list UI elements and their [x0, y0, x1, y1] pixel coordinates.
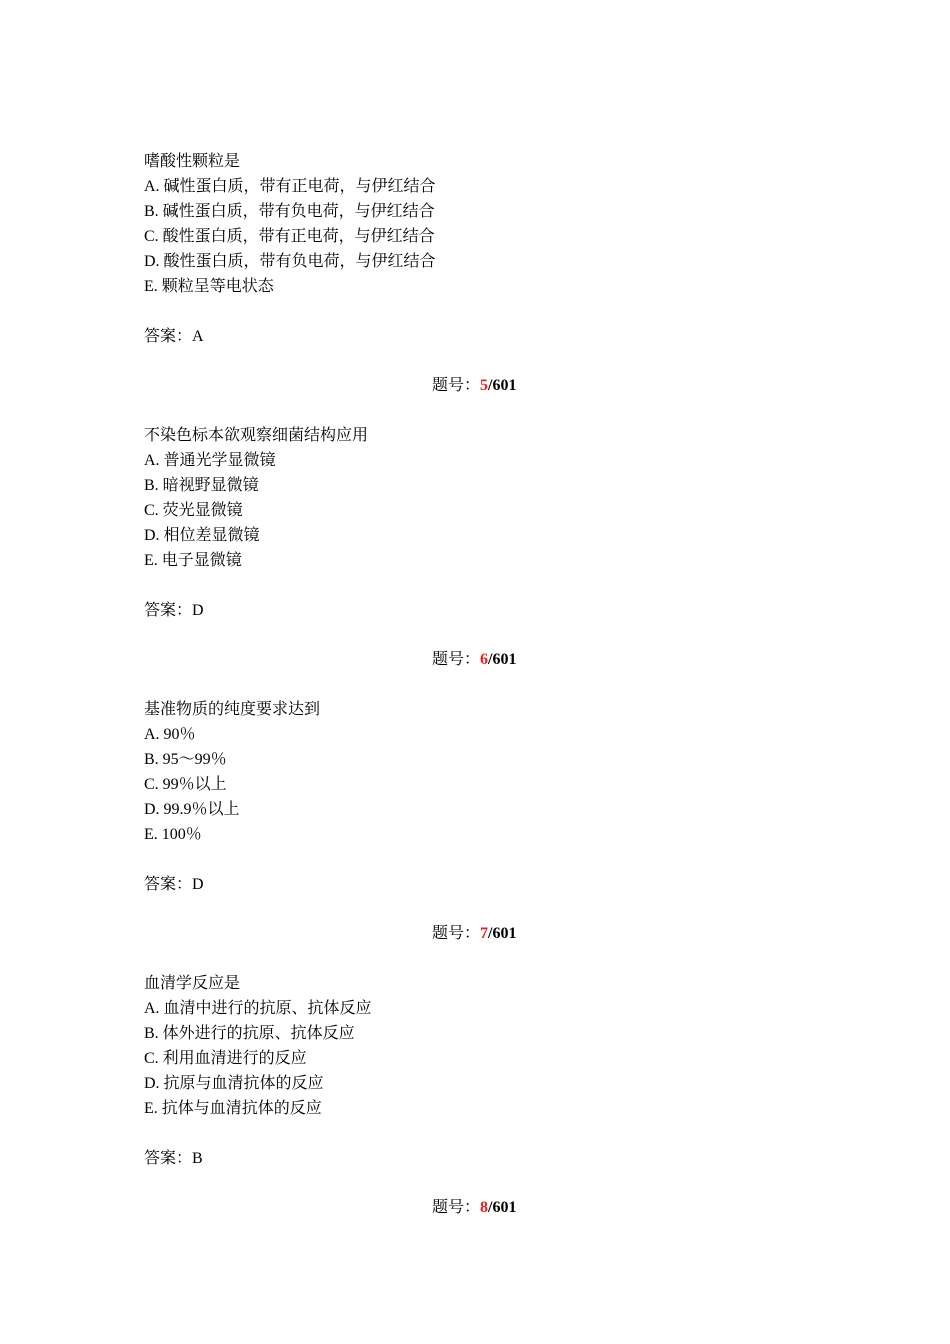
question-block: [144, 149, 804, 349]
question-block: [144, 423, 804, 623]
option-b: B. 体外进行的抗原、抗体反应: [144, 1025, 355, 1042]
question-stem: 血清学反应是: [144, 975, 241, 992]
question-number-total: /601: [488, 1199, 517, 1216]
option-a: A. 血清中进行的抗原、抗体反应: [144, 1000, 372, 1017]
question-number-total: /601: [488, 377, 517, 394]
option-e: E. 颗粒呈等电状态: [144, 278, 274, 295]
question-number: [0, 1195, 950, 1220]
option-d: D. 99.9％以上: [144, 801, 240, 818]
question-number: [0, 921, 950, 946]
question-number-label: 题号：: [432, 1199, 481, 1216]
answer-line: 答案：A: [144, 328, 204, 345]
option-e: E. 100％: [144, 826, 202, 843]
question-number-current: 5: [480, 377, 489, 394]
question-number-total: /601: [488, 925, 517, 942]
option-c: C. 利用血清进行的反应: [144, 1050, 307, 1067]
option-c: C. 99％以上: [144, 776, 227, 793]
option-e: E. 电子显微镜: [144, 552, 242, 569]
answer-line: 答案：D: [144, 876, 204, 893]
option-b: B. 暗视野显微镜: [144, 477, 259, 494]
answer-line: 答案：B: [144, 1150, 203, 1167]
option-b: B. 95～99％: [144, 751, 227, 768]
question-block: [144, 697, 804, 897]
question-number-total: /601: [488, 651, 517, 668]
option-a: A. 90％: [144, 726, 196, 743]
question-stem: 基准物质的纯度要求达到: [144, 701, 321, 718]
option-a: A. 碱性蛋白质，带有正电荷，与伊红结合: [144, 178, 436, 195]
question-number-label: 题号：: [432, 377, 481, 394]
question-number-label: 题号：: [432, 925, 481, 942]
question-number-label: 题号：: [432, 651, 481, 668]
option-a: A. 普通光学显微镜: [144, 452, 276, 469]
option-c: C. 酸性蛋白质，带有正电荷，与伊红结合: [144, 228, 435, 245]
question-number-current: 7: [480, 925, 489, 942]
answer-line: 答案：D: [144, 602, 204, 619]
option-d: D. 相位差显微镜: [144, 527, 260, 544]
question-number-current: 8: [480, 1199, 489, 1216]
question-number: [0, 647, 950, 672]
option-c: C. 荧光显微镜: [144, 502, 243, 519]
question-stem: 不染色标本欲观察细菌结构应用: [144, 427, 369, 444]
question-number: [0, 373, 950, 398]
option-e: E. 抗体与血清抗体的反应: [144, 1100, 322, 1117]
option-d: D. 抗原与血清抗体的反应: [144, 1075, 324, 1092]
question-stem: 嗜酸性颗粒是: [144, 153, 241, 170]
question-number-current: 6: [480, 651, 489, 668]
option-d: D. 酸性蛋白质，带有负电荷，与伊红结合: [144, 253, 436, 270]
option-b: B. 碱性蛋白质，带有负电荷，与伊红结合: [144, 203, 435, 220]
question-block: [144, 971, 804, 1171]
